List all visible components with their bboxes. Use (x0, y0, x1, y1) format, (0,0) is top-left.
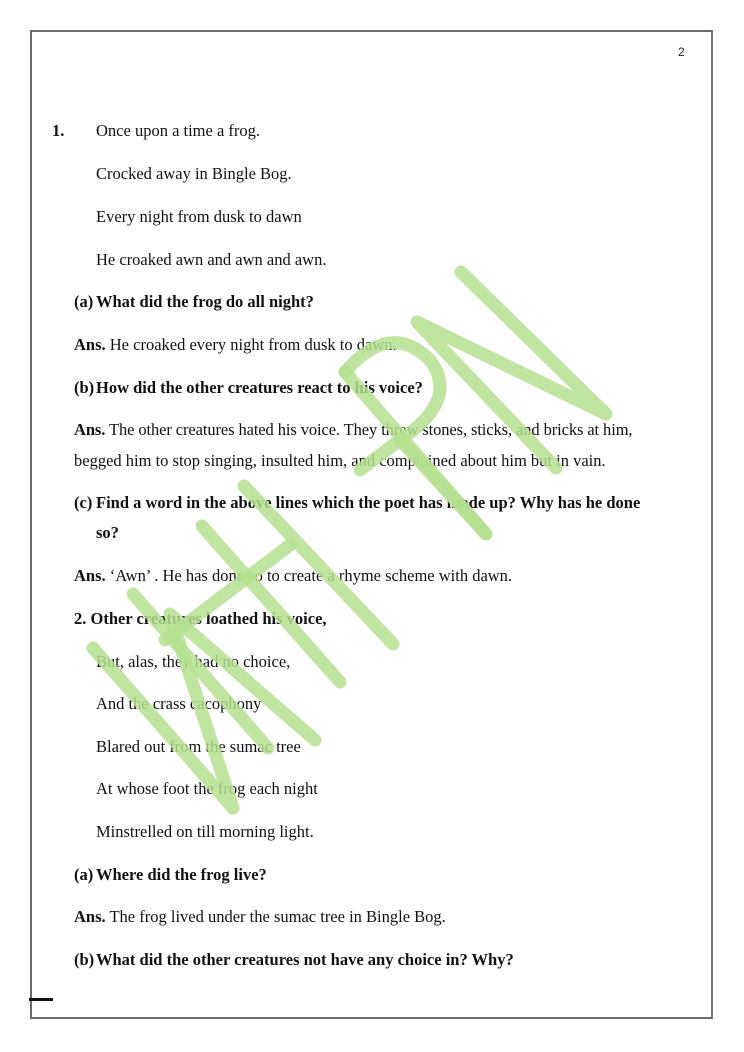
margin-mark (29, 998, 53, 1001)
sub-question (74, 292, 314, 312)
sub-question (74, 378, 423, 398)
answer (74, 907, 446, 927)
sub-question-text: Where did the frog live? (96, 865, 267, 884)
answer-text: The frog lived under the sumac tree in Bingle Bog. (109, 907, 446, 926)
answer-text: He croaked every night from dusk to dawn. (109, 335, 397, 354)
sub-question (74, 950, 514, 970)
sub-question-text: What did the frog do all night? (96, 292, 314, 311)
answer-text: The other creatures hated his voice. They threw stones, sticks, and bricks at him, (108, 420, 633, 439)
poem-line: Blared out from the sumac tree (96, 737, 301, 756)
poem-line: Minstrelled on till morning light. (96, 822, 314, 841)
question-number: 1. (52, 121, 65, 140)
sub-question-text: Find a word in the above lines which the poet has made up? Why has he done (96, 493, 641, 512)
answer-label: Ans. (74, 335, 106, 354)
sub-question-text: What did the other creatures not have any choice in? Why? (96, 950, 514, 969)
poem-line: Crocked away in Bingle Bog. (96, 164, 292, 183)
sub-question-label: (b) (74, 378, 95, 397)
answer-label: Ans. (74, 907, 106, 926)
poem-line: And the crass cacophony (96, 694, 262, 713)
poem-line: Every night from dusk to dawn (96, 207, 302, 226)
answer-label: Ans. (74, 566, 106, 585)
sub-question-label: (a) (74, 865, 94, 884)
sub-question-text: How did the other creatures react to his voice? (96, 378, 423, 397)
poem-line: He croaked awn and awn and awn. (96, 250, 327, 269)
sub-question (74, 493, 640, 513)
sub-question-label: (c) (74, 493, 93, 512)
answer-label: Ans. (74, 420, 106, 439)
section-heading: 2. Other creatures loathed his voice, (74, 609, 327, 628)
answer-text: ‘Awn’ . He has done so to create a rhyme scheme with dawn. (109, 566, 513, 585)
poem-line: Once upon a time a frog. (96, 121, 261, 140)
answer (74, 566, 512, 586)
sub-question-label: (a) (74, 292, 94, 311)
sub-question-label: (b) (74, 950, 95, 969)
sub-question-continuation: so? (96, 523, 119, 542)
poem-line: But, alas, they had no choice, (96, 652, 291, 671)
poem-line: At whose foot the frog each night (96, 779, 318, 798)
answer-continuation: begged him to stop singing, insulted him, and complained about him but in vain. (74, 451, 606, 470)
answer (74, 420, 632, 440)
page-number: 2 (678, 45, 685, 59)
sub-question (74, 865, 267, 885)
answer (74, 335, 397, 355)
